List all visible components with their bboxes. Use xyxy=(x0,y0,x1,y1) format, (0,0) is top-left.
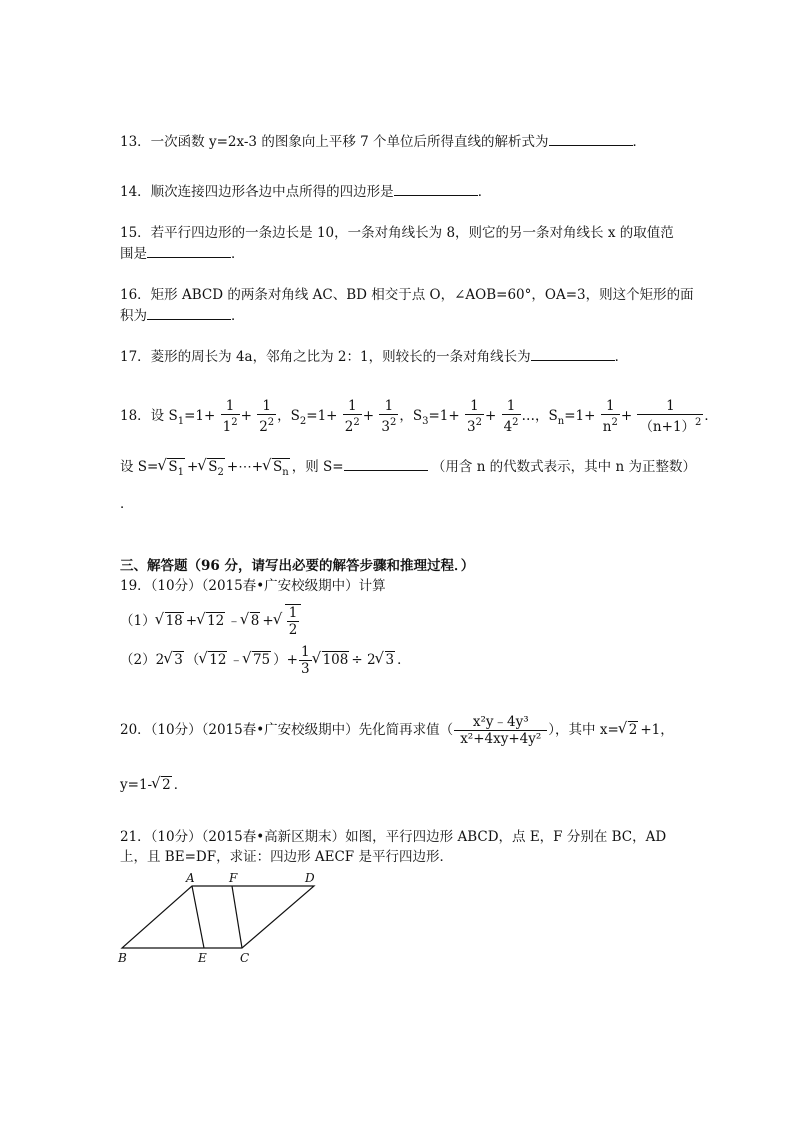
q14-text: 14．顺次连接四边形各边中点所得的四边形是 xyxy=(120,184,394,200)
question-18-line3: ． xyxy=(120,496,134,512)
fraction: $\frac{1}{n^2}$ xyxy=(602,398,618,435)
label-D: D xyxy=(305,871,315,885)
section-title: 三、解答题（96 分，请写出必要的解答步骤和推理过程．） xyxy=(120,558,475,574)
question-20-line1: 20．（10分）（2015春•广安校级期中）先化简再求值（ $\frac{\text{x²y﹣4y³}}{\text{x²+4xy+4y²}}$ ），其中 x=√ 2 +1， xyxy=(120,708,674,752)
fraction: $\frac{1}{3^2}$ xyxy=(466,398,482,435)
label-C: C xyxy=(240,951,250,965)
question-16-line1 xyxy=(120,285,694,305)
fraction: $\frac{1}{1^2}$ xyxy=(222,398,238,435)
q13-text: 13．一次函数 y=2x-3 的图象向上平移 7 个单位后所得直线的解析式为 xyxy=(120,134,549,150)
answer-blank[interactable] xyxy=(394,181,478,196)
label-E: E xyxy=(198,951,207,965)
parallelogram-diagram xyxy=(112,866,332,968)
fraction: $\frac{1}{4^2}$ xyxy=(503,398,519,435)
answer-blank[interactable] xyxy=(147,243,231,258)
answer-blank[interactable] xyxy=(344,456,428,471)
question-19-header: 19．（10分）（2015春•广安校级期中）计算 xyxy=(120,578,386,594)
question-16-line2: 积为 ． xyxy=(120,305,245,326)
q16-text: 16．矩形 ABCD 的两条对角线 AC、BD 相交于点 O，∠AOB=60°，OA=3，则这个矩形的面 xyxy=(120,287,694,303)
answer-blank[interactable] xyxy=(531,346,615,361)
question-21-line2: 上，且 BE=DF，求证：四边形 AECF 是平行四边形． xyxy=(120,849,453,865)
fraction: $\frac{1}{3^2}$ xyxy=(381,398,397,435)
sqrt-sn: √ $S_n$ xyxy=(263,457,290,481)
answer-blank[interactable] xyxy=(147,305,231,320)
question-13: 13．一次函数 y=2x-3 的图象向上平移 7 个单位后所得直线的解析式为 ． xyxy=(120,131,646,152)
question-15-line2: 围是 ． xyxy=(120,243,245,264)
answer-blank[interactable] xyxy=(549,131,633,146)
q15-text: 15．若平行四边形的一条边长是 10，一条对角线长为 8，则它的另一条对角线长 x 的取值范 xyxy=(120,225,674,241)
question-14: 14．顺次连接四边形各边中点所得的四边形是 ． xyxy=(120,181,491,202)
fraction: $\frac{1}{2^2}$ xyxy=(259,398,275,435)
question-21-line1: 21．（10分）（2015春•高新区期末）如图，平行四边形 ABCD，点 E，F 分别在 BC，AD xyxy=(120,829,667,845)
fraction: $\frac{1}{(n+1)^2}$ xyxy=(639,398,702,435)
label-B: B xyxy=(118,951,127,965)
question-17: 17．菱形的周长为 4a，邻角之比为 2：1，则较长的一条对角线长为 ． xyxy=(120,346,628,367)
sqrt-s2: √ $S_2$ xyxy=(198,457,225,481)
parallelogram-figure xyxy=(112,866,332,972)
question-20-line2: y=1-√ 2 ． xyxy=(120,775,187,795)
question-19-part1: （1）√ 18 +√ 12 ﹣√ 8 + √ $\frac{1}{2}$ xyxy=(120,603,303,639)
q17-text: 17．菱形的周长为 4a，邻角之比为 2：1，则较长的一条对角线长为 xyxy=(120,349,531,365)
question-15-line1 xyxy=(120,223,674,243)
question-19-part2: （2）2√ 3 （√ 12 ﹣√ 75 ）+ $\frac{1}{3}$ √ 108 ÷ 2√ 3 ． xyxy=(120,642,411,678)
sqrt-s1: √ $S_1$ xyxy=(158,457,185,481)
fraction: $\frac{1}{2^2}$ xyxy=(344,398,360,435)
label-A: A xyxy=(186,871,195,885)
label-F: F xyxy=(229,871,238,885)
question-18-line1: 18．设 $S_1=1+$ $\frac{1}{1^2}$ + $\frac{1}{2^2}$ ，$S_2=1+$ $\frac{1}{2^2}$ + $\frac{1}{3^2}$ ，$S_3=1+$ $\frac{1}{3^2}$ + $\frac{1}{4^2}$ …，$S_n=1+$ $\frac{1}{n^2}$ + $\frac{1}{(n+1)^2}$ ． xyxy=(120,398,718,435)
fraction: $\frac{\text{x²y﹣4y³}}{\text{x²+4xy+4y²}}$ xyxy=(454,714,547,747)
question-18-line2: 设 S=√ $S_1$ +√ $S_2$ +⋯+√ $S_n$ ，则 S= （用含 n 的代数式表示，其中 n 为正整数） xyxy=(120,456,696,481)
